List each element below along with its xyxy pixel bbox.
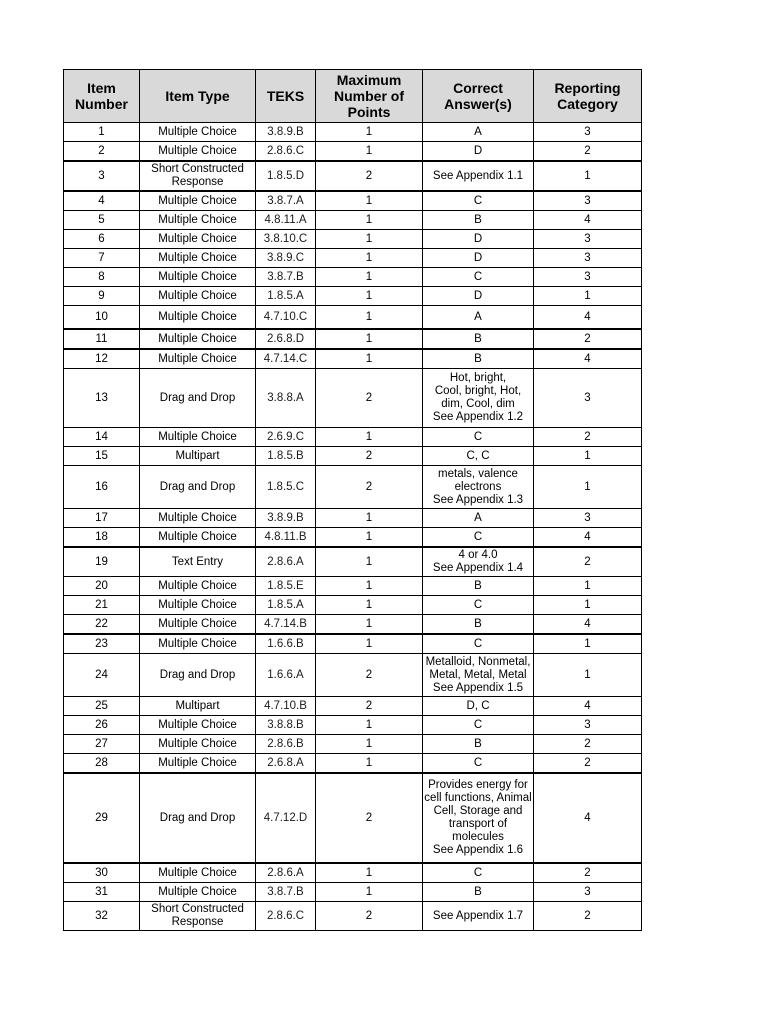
reporting-category-cell: 1: [534, 654, 642, 697]
max-points-cell: 1: [316, 883, 423, 902]
item-number-cell: 22: [64, 615, 140, 635]
correct-answer-cell: B: [423, 615, 534, 635]
header-reporting-category: Reporting Category: [534, 70, 642, 123]
item-number-cell: 10: [64, 306, 140, 330]
correct-answer-cell: C: [423, 716, 534, 735]
correct-answer-cell: B: [423, 211, 534, 230]
correct-answer-cell: B: [423, 577, 534, 596]
item-number-cell: 31: [64, 883, 140, 902]
item-type-cell: Multiple Choice: [140, 249, 256, 268]
item-number-cell: 9: [64, 287, 140, 306]
item-type-cell: Multipart: [140, 697, 256, 716]
header-teks: TEKS: [256, 70, 316, 123]
teks-cell: 4.7.10.C: [256, 306, 316, 330]
teks-cell: 1.8.5.A: [256, 287, 316, 306]
max-points-cell: 1: [316, 615, 423, 635]
item-number-cell: 23: [64, 634, 140, 654]
item-type-cell: Multiple Choice: [140, 142, 256, 162]
max-points-cell: 1: [316, 191, 423, 211]
reporting-category-cell: 2: [534, 547, 642, 577]
teks-cell: 2.8.6.C: [256, 142, 316, 162]
max-points-cell: 1: [316, 596, 423, 615]
reporting-category-cell: 4: [534, 349, 642, 369]
table-row: [64, 466, 642, 509]
max-points-cell: 1: [316, 577, 423, 596]
correct-answer-cell: See Appendix 1.1: [423, 161, 534, 191]
table-row: [64, 863, 642, 883]
reporting-category-cell: 1: [534, 577, 642, 596]
item-type-cell: Multiple Choice: [140, 528, 256, 548]
item-number-cell: 20: [64, 577, 140, 596]
table-row: [64, 191, 642, 211]
reporting-category-cell: 3: [534, 509, 642, 528]
correct-answer-cell: C: [423, 754, 534, 774]
teks-cell: 4.7.12.D: [256, 773, 316, 863]
reporting-category-cell: 1: [534, 634, 642, 654]
table-row: [64, 161, 642, 191]
item-type-cell: Multiple Choice: [140, 716, 256, 735]
correct-answer-cell: Hot, bright, Cool, bright, Hot, dim, Cool, dim See Appendix 1.2: [423, 369, 534, 428]
reporting-category-cell: 4: [534, 615, 642, 635]
table-row: [64, 547, 642, 577]
header-item-number: Item Number: [64, 70, 140, 123]
teks-cell: 2.8.6.C: [256, 902, 316, 931]
max-points-cell: 2: [316, 369, 423, 428]
correct-answer-cell: B: [423, 735, 534, 754]
table-row: [64, 654, 642, 697]
max-points-cell: 2: [316, 466, 423, 509]
max-points-cell: 2: [316, 773, 423, 863]
correct-answer-cell: B: [423, 329, 534, 349]
max-points-cell: 1: [316, 716, 423, 735]
teks-cell: 1.6.6.A: [256, 654, 316, 697]
table-row: [64, 268, 642, 287]
table-row: [64, 306, 642, 330]
correct-answer-cell: C: [423, 863, 534, 883]
max-points-cell: 1: [316, 528, 423, 548]
item-type-cell: Multiple Choice: [140, 596, 256, 615]
item-number-cell: 24: [64, 654, 140, 697]
teks-cell: 3.8.7.A: [256, 191, 316, 211]
reporting-category-cell: 1: [534, 596, 642, 615]
item-type-cell: Multiple Choice: [140, 123, 256, 142]
item-number-cell: 15: [64, 447, 140, 466]
table-row: [64, 211, 642, 230]
correct-answer-cell: D: [423, 230, 534, 249]
reporting-category-cell: 2: [534, 863, 642, 883]
max-points-cell: 2: [316, 902, 423, 931]
item-type-cell: Multiple Choice: [140, 191, 256, 211]
reporting-category-cell: 4: [534, 306, 642, 330]
max-points-cell: 2: [316, 697, 423, 716]
item-number-cell: 26: [64, 716, 140, 735]
max-points-cell: 2: [316, 447, 423, 466]
table-row: [64, 329, 642, 349]
correct-answer-cell: See Appendix 1.7: [423, 902, 534, 931]
teks-cell: 4.7.14.B: [256, 615, 316, 635]
item-type-cell: Drag and Drop: [140, 773, 256, 863]
reporting-category-cell: 3: [534, 883, 642, 902]
table-row: [64, 230, 642, 249]
item-number-cell: 8: [64, 268, 140, 287]
item-type-cell: Multiple Choice: [140, 735, 256, 754]
teks-cell: 1.8.5.B: [256, 447, 316, 466]
teks-cell: 3.8.9.C: [256, 249, 316, 268]
teks-cell: 1.8.5.D: [256, 161, 316, 191]
reporting-category-cell: 1: [534, 287, 642, 306]
table-row: [64, 716, 642, 735]
item-type-cell: Multiple Choice: [140, 329, 256, 349]
correct-answer-cell: A: [423, 123, 534, 142]
item-number-cell: 21: [64, 596, 140, 615]
correct-answer-cell: A: [423, 509, 534, 528]
item-number-cell: 2: [64, 142, 140, 162]
header-max-points: Maximum Number of Points: [316, 70, 423, 123]
teks-cell: 4.7.14.C: [256, 349, 316, 369]
item-number-cell: 11: [64, 329, 140, 349]
teks-cell: 1.6.6.B: [256, 634, 316, 654]
item-type-cell: Drag and Drop: [140, 466, 256, 509]
item-number-cell: 5: [64, 211, 140, 230]
teks-cell: 1.8.5.A: [256, 596, 316, 615]
max-points-cell: 1: [316, 863, 423, 883]
max-points-cell: 1: [316, 142, 423, 162]
teks-cell: 2.8.6.B: [256, 735, 316, 754]
item-number-cell: 6: [64, 230, 140, 249]
item-number-cell: 14: [64, 428, 140, 447]
table-row: [64, 634, 642, 654]
item-number-cell: 16: [64, 466, 140, 509]
correct-answer-cell: 4 or 4.0 See Appendix 1.4: [423, 547, 534, 577]
max-points-cell: 1: [316, 547, 423, 577]
item-number-cell: 1: [64, 123, 140, 142]
teks-cell: 4.8.11.A: [256, 211, 316, 230]
reporting-category-cell: 2: [534, 902, 642, 931]
table-body: [64, 123, 642, 931]
item-type-cell: Multiple Choice: [140, 577, 256, 596]
table-row: [64, 773, 642, 863]
item-number-cell: 29: [64, 773, 140, 863]
item-number-cell: 32: [64, 902, 140, 931]
item-number-cell: 25: [64, 697, 140, 716]
correct-answer-cell: B: [423, 883, 534, 902]
item-type-cell: Multiple Choice: [140, 230, 256, 249]
max-points-cell: 1: [316, 428, 423, 447]
teks-cell: 1.8.5.C: [256, 466, 316, 509]
max-points-cell: 1: [316, 509, 423, 528]
item-type-cell: Multiple Choice: [140, 268, 256, 287]
table-row: [64, 697, 642, 716]
max-points-cell: 1: [316, 754, 423, 774]
item-number-cell: 30: [64, 863, 140, 883]
correct-answer-cell: D: [423, 249, 534, 268]
correct-answer-cell: D: [423, 287, 534, 306]
correct-answer-cell: A: [423, 306, 534, 330]
item-type-cell: Text Entry: [140, 547, 256, 577]
teks-cell: 3.8.9.B: [256, 123, 316, 142]
max-points-cell: 1: [316, 329, 423, 349]
table-row: [64, 142, 642, 162]
table-row: [64, 735, 642, 754]
correct-answer-cell: metals, valence electrons See Appendix 1.3: [423, 466, 534, 509]
item-number-cell: 7: [64, 249, 140, 268]
teks-cell: 3.8.8.B: [256, 716, 316, 735]
reporting-category-cell: 2: [534, 329, 642, 349]
reporting-category-cell: 3: [534, 268, 642, 287]
reporting-category-cell: 3: [534, 123, 642, 142]
correct-answer-cell: D: [423, 142, 534, 162]
max-points-cell: 2: [316, 654, 423, 697]
item-type-cell: Multiple Choice: [140, 509, 256, 528]
item-type-cell: Multiple Choice: [140, 349, 256, 369]
table-row: [64, 615, 642, 635]
reporting-category-cell: 4: [534, 528, 642, 548]
reporting-category-cell: 1: [534, 447, 642, 466]
table-row: [64, 509, 642, 528]
item-type-cell: Multiple Choice: [140, 754, 256, 774]
max-points-cell: 1: [316, 123, 423, 142]
correct-answer-cell: C: [423, 634, 534, 654]
reporting-category-cell: 1: [534, 161, 642, 191]
teks-cell: 3.8.8.A: [256, 369, 316, 428]
teks-cell: 1.8.5.E: [256, 577, 316, 596]
table-row: [64, 428, 642, 447]
item-number-cell: 12: [64, 349, 140, 369]
reporting-category-cell: 3: [534, 230, 642, 249]
item-number-cell: 28: [64, 754, 140, 774]
item-number-cell: 27: [64, 735, 140, 754]
max-points-cell: 1: [316, 735, 423, 754]
table-row: [64, 883, 642, 902]
correct-answer-cell: B: [423, 349, 534, 369]
item-number-cell: 17: [64, 509, 140, 528]
reporting-category-cell: 3: [534, 716, 642, 735]
teks-cell: 2.6.8.A: [256, 754, 316, 774]
item-type-cell: Multiple Choice: [140, 428, 256, 447]
header-correct-answers: Correct Answer(s): [423, 70, 534, 123]
teks-cell: 3.8.9.B: [256, 509, 316, 528]
reporting-category-cell: 2: [534, 754, 642, 774]
reporting-category-cell: 4: [534, 211, 642, 230]
reporting-category-cell: 3: [534, 191, 642, 211]
item-type-cell: Short Constructed Response: [140, 161, 256, 191]
table-row: [64, 902, 642, 931]
answer-key-table: [63, 69, 642, 931]
reporting-category-cell: 4: [534, 773, 642, 863]
table-row: [64, 754, 642, 774]
item-type-cell: Short Constructed Response: [140, 902, 256, 931]
reporting-category-cell: 4: [534, 697, 642, 716]
correct-answer-cell: Provides energy for cell functions, Animal Cell, Storage and transport of molecules See Appendix 1.6: [423, 773, 534, 863]
max-points-cell: 1: [316, 306, 423, 330]
item-type-cell: Multiple Choice: [140, 287, 256, 306]
max-points-cell: 1: [316, 634, 423, 654]
reporting-category-cell: 3: [534, 369, 642, 428]
item-number-cell: 3: [64, 161, 140, 191]
correct-answer-cell: C: [423, 528, 534, 548]
table-row: [64, 577, 642, 596]
max-points-cell: 1: [316, 268, 423, 287]
correct-answer-cell: C: [423, 191, 534, 211]
max-points-cell: 2: [316, 161, 423, 191]
reporting-category-cell: 1: [534, 466, 642, 509]
reporting-category-cell: 2: [534, 142, 642, 162]
correct-answer-cell: C: [423, 596, 534, 615]
teks-cell: 3.8.10.C: [256, 230, 316, 249]
teks-cell: 3.8.7.B: [256, 883, 316, 902]
teks-cell: 2.6.9.C: [256, 428, 316, 447]
teks-cell: 2.8.6.A: [256, 547, 316, 577]
item-number-cell: 13: [64, 369, 140, 428]
item-type-cell: Drag and Drop: [140, 654, 256, 697]
item-type-cell: Multiple Choice: [140, 306, 256, 330]
max-points-cell: 1: [316, 349, 423, 369]
teks-cell: 4.7.10.B: [256, 697, 316, 716]
item-type-cell: Multiple Choice: [140, 211, 256, 230]
item-type-cell: Multipart: [140, 447, 256, 466]
item-number-cell: 4: [64, 191, 140, 211]
table-row: [64, 349, 642, 369]
table-row: [64, 447, 642, 466]
correct-answer-cell: C: [423, 428, 534, 447]
table-row: [64, 123, 642, 142]
teks-cell: 2.6.8.D: [256, 329, 316, 349]
table-row: [64, 596, 642, 615]
item-number-cell: 18: [64, 528, 140, 548]
correct-answer-cell: C, C: [423, 447, 534, 466]
max-points-cell: 1: [316, 230, 423, 249]
reporting-category-cell: 3: [534, 249, 642, 268]
correct-answer-cell: Metalloid, Nonmetal, Metal, Metal, Metal See Appendix 1.5: [423, 654, 534, 697]
item-type-cell: Multiple Choice: [140, 615, 256, 635]
header-row: [64, 70, 642, 123]
item-type-cell: Drag and Drop: [140, 369, 256, 428]
header-item-type: Item Type: [140, 70, 256, 123]
max-points-cell: 1: [316, 287, 423, 306]
table-row: [64, 249, 642, 268]
table-row: [64, 287, 642, 306]
item-type-cell: Multiple Choice: [140, 863, 256, 883]
reporting-category-cell: 2: [534, 428, 642, 447]
table-row: [64, 528, 642, 548]
max-points-cell: 1: [316, 211, 423, 230]
item-number-cell: 19: [64, 547, 140, 577]
max-points-cell: 1: [316, 249, 423, 268]
teks-cell: 3.8.7.B: [256, 268, 316, 287]
table-row: [64, 369, 642, 428]
item-type-cell: Multiple Choice: [140, 634, 256, 654]
item-type-cell: Multiple Choice: [140, 883, 256, 902]
teks-cell: 4.8.11.B: [256, 528, 316, 548]
correct-answer-cell: C: [423, 268, 534, 287]
reporting-category-cell: 2: [534, 735, 642, 754]
correct-answer-cell: D, C: [423, 697, 534, 716]
teks-cell: 2.8.6.A: [256, 863, 316, 883]
